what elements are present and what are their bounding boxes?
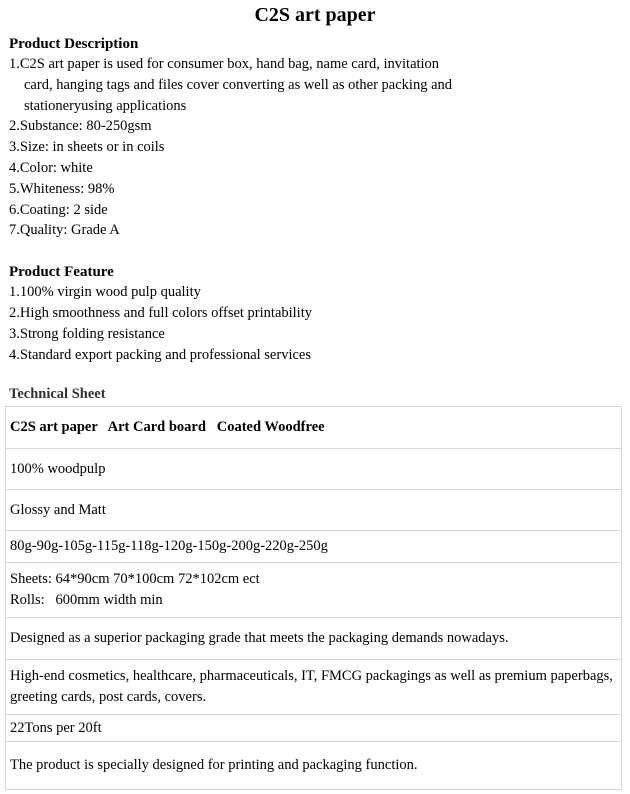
table-row [6, 715, 622, 742]
description-item-substance: 2.Substance: 80-250gsm [9, 118, 152, 135]
table-cell-grade-description: Designed as a superior packaging grade that meets the packaging demands nowadays. [6, 618, 622, 660]
sheets-size-text: Sheets: 64*90cm 70*100cm 72*102cm ect [10, 571, 260, 587]
table-row [6, 531, 622, 563]
table-cell-sizes [6, 563, 622, 618]
feature-item-smoothness: 2.High smoothness and full colors offset printability [9, 304, 312, 321]
table-cell-finish: Glossy and Matt [6, 490, 622, 531]
description-item-color: 4.Color: white [9, 159, 93, 176]
table-row [6, 742, 622, 790]
description-item-1-line-2: card, hanging tags and files cover converting as well as other packing and [24, 76, 453, 93]
description-item-whiteness: 5.Whiteness: 98% [9, 180, 115, 197]
technical-sheet-heading: Technical Sheet [9, 386, 106, 403]
table-row [6, 660, 622, 715]
table-cell-usage: High-end cosmetics, healthcare, pharmaceuticals, IT, FMCG packagings as well as premium paperbags, greeting cards, post cards, covers. [6, 660, 622, 715]
feature-item-folding: 3.Strong folding resistance [9, 325, 165, 342]
description-item-1-line-1: 1.C2S art paper is used for consumer box, hand bag, name card, invitation [9, 56, 440, 72]
rolls-size-text: Rolls: 600mm width min [10, 592, 163, 608]
description-item-coating: 6.Coating: 2 side [9, 201, 108, 218]
table-cell-pulp: 100% woodpulp [6, 449, 622, 490]
feature-item-pulp: 1.100% virgin wood pulp quality [9, 284, 201, 301]
section-spacer [0, 365, 630, 384]
table-row [6, 490, 622, 531]
description-item-1-line-3: stationeryusing applications [24, 97, 187, 114]
product-description-heading: Product Description [9, 36, 139, 52]
section-spacer [0, 241, 630, 262]
technical-sheet-table [5, 406, 622, 790]
table-row [6, 563, 622, 618]
description-item-quality: 7.Quality: Grade A [9, 222, 120, 239]
product-feature-section [0, 262, 630, 365]
grades-text: C2S art paper Art Card board Coated Woodfree [10, 419, 325, 435]
product-description-section [0, 34, 630, 241]
table-cell-grades [6, 407, 622, 449]
product-feature-heading: Product Feature [9, 264, 114, 281]
table-row [6, 407, 622, 449]
page-title: C2S art paper [254, 4, 376, 26]
table-cell-purpose: The product is specially designed for printing and packaging function. [6, 742, 622, 790]
table-row [6, 618, 622, 660]
table-cell-capacity: 22Tons per 20ft [6, 715, 622, 742]
table-cell-weights: 80g-90g-105g-115g-118g-120g-150g-200g-220g-250g [6, 531, 622, 563]
table-row [6, 449, 622, 490]
description-item-size: 3.Size: in sheets or in coils [9, 139, 165, 156]
feature-item-packing: 4.Standard export packing and professional services [9, 346, 311, 363]
